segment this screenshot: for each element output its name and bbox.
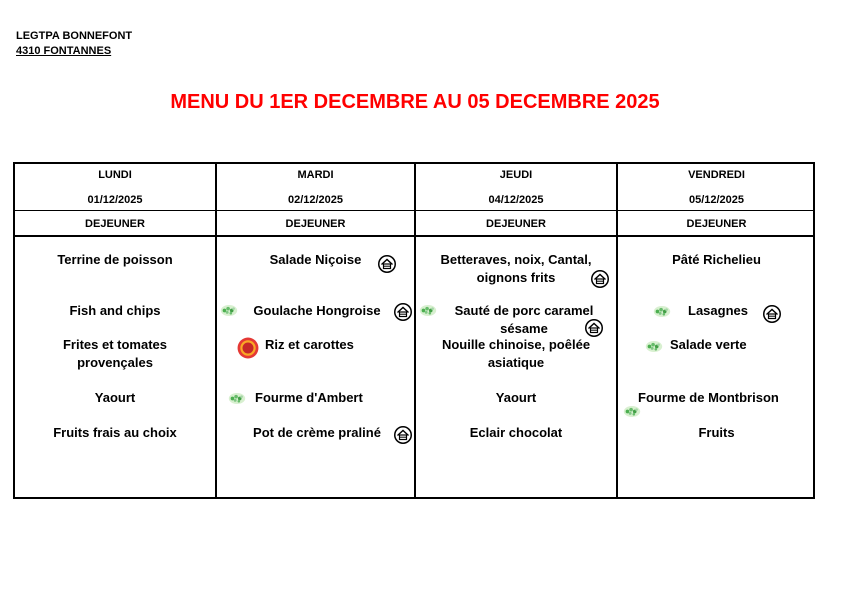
local-product-icon [622,404,642,419]
meal-label: DEJEUNER [686,218,747,230]
day-name: LUNDI [98,169,132,181]
dish-side: Riz et carottes [265,337,354,352]
dish-dessert: Eclair chocolat [469,425,563,440]
day-column-thursday [416,164,616,497]
dish-starter: Pâté Richelieu [672,252,761,267]
dish-dessert: Fruits [698,425,735,440]
quality-label-icon [237,337,259,359]
school-address: 4310 FONTANNES [16,45,112,57]
dish-side: Frites et tomates provençales [62,337,168,370]
school-name: LEGTPA BONNEFONT [16,30,133,42]
local-product-icon [652,304,672,319]
dish-dairy: Fourme d'Ambert [255,390,363,405]
homemade-icon [762,304,782,324]
meal-label: DEJEUNER [486,218,546,230]
dish-main: Lasagnes [688,303,748,318]
day-name: VENDREDI [688,169,745,181]
day-column-tuesday [217,164,414,497]
dish-starter: Betteraves, noix, Cantal, oignons frits [440,252,592,285]
homemade-icon [584,318,604,338]
day-date: 02/12/2025 [287,194,344,206]
day-date: 04/12/2025 [488,194,544,206]
homemade-icon [393,425,413,445]
day-column-friday [618,164,815,497]
dish-main: Fish and chips [69,303,161,318]
dish-side: Salade verte [670,337,747,352]
local-product-icon [644,339,664,354]
local-product-icon [418,303,438,318]
menu-title: MENU DU 1ER DECEMBRE AU 05 DECEMBRE 2025 [170,91,660,113]
day-date: 01/12/2025 [87,194,143,206]
local-product-icon [227,391,247,406]
day-column-monday [15,164,215,497]
day-name: MARDI [297,169,334,181]
local-product-icon [219,303,239,318]
dish-dairy: Yaourt [495,390,537,405]
dish-main: Sauté de porc caramel sésame [454,303,594,336]
dish-starter: Terrine de poisson [57,252,173,267]
meal-label: DEJEUNER [85,218,145,230]
day-date: 05/12/2025 [688,194,745,206]
dish-dairy: Fourme de Montbrison [638,390,779,405]
homemade-icon [590,269,610,289]
dish-side: Nouille chinoise, poêlée asiatique [441,337,591,370]
homemade-icon [393,302,413,322]
dish-starter: Salade Niçoise [269,252,362,267]
dish-dessert: Pot de crème praliné [253,425,381,440]
dish-main: Goulache Hongroise [253,303,381,318]
dish-dessert: Fruits frais au choix [53,425,177,440]
meal-label: DEJEUNER [285,218,346,230]
day-name: JEUDI [499,169,533,181]
menu-table [13,162,815,499]
homemade-icon [377,254,397,274]
dish-dairy: Yaourt [94,390,136,405]
